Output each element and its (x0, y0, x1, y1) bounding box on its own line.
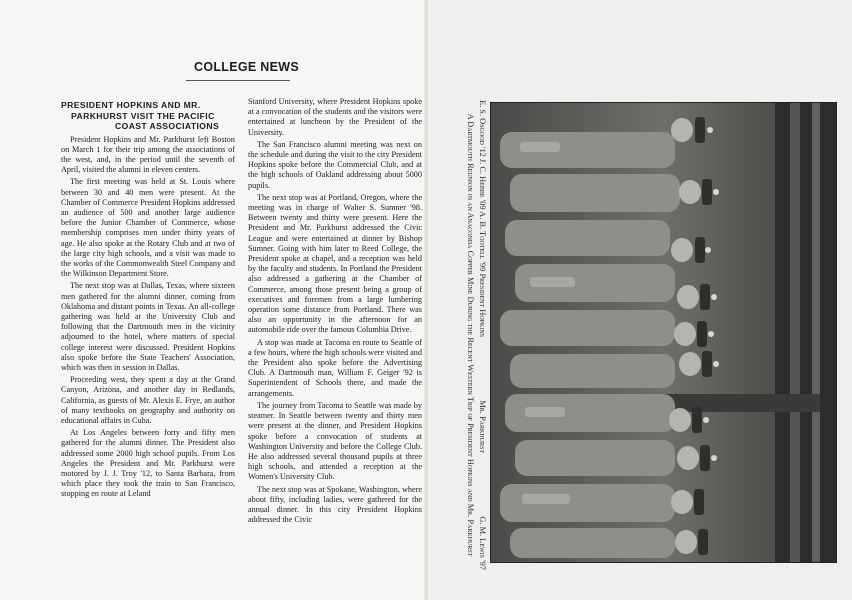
article-column-2 (248, 97, 422, 527)
paragraph: The next stop was at Spokane, Washington, where about fifty, including ladies, were gathered for the annual dinner. In this city President Hopkins addressed the Civic (248, 484, 422, 525)
paragraph: The next stop was at Dallas, Texas, where sixteen men gathered for the alumni dinner, coming from Oklahoma and distant points in Texas. An all-college gathering was held at the University Club and following that the Dartmouth men in the vicinity adjourned to the hotel, where matters of special college interest were discussed. President Hopkins also spoke before the State Teachers' Association, which was then in session in Dallas. (61, 281, 235, 372)
caption-names: E. S. Osgood '12 J. C. Hebbe '09 A. B. Tootell '99 President Hopkins (478, 100, 487, 337)
article-headline (61, 100, 235, 132)
paragraph: A stop was made at Tacoma en route to Seattle of a few hours, where the high schools were visited and the President also spoke before the Advertising Club. A Dartmouth man, William F. Geiger '92 is Superintendent of Schools there, and made the arrangements. (248, 337, 422, 398)
paragraph: President Hopkins and Mr. Parkhurst left Boston on March 1 for their trip among the associations of the west, and, in the period until the seventh of April, visited the alumni in eleven centers. (61, 134, 235, 175)
paragraph: The journey from Tacoma to Seattle was made by steamer. In Seattle between twenty and thirty men were present at the dinner, and President Hopkins spoke before a convocation of students at Washington University and before the College Club. He also addressed several thousand pupils at three high schools, and attended a reception at the Women's University Club. (248, 400, 422, 482)
paragraph: Stanford University, where President Hopkins spoke at a convocation of the students and the visitors were entertained at luncheon by the President of the University. (248, 97, 422, 137)
headline-line-1: PRESIDENT HOPKINS AND MR. (61, 100, 201, 110)
caption-name-parkhurst: Mr. Parkhurst (478, 400, 487, 453)
section-rule (186, 80, 290, 81)
paragraph: The San Francisco alumni meeting was next on the schedule and during the visit to the city President Hopkins spoke before the Commercial Club, and at the high schools of Oakland addressing about 5000 pupils. (248, 139, 422, 190)
mine-reunion-photo (490, 102, 837, 563)
headline-line-3: COAST ASSOCIATIONS (115, 121, 220, 131)
paragraph: Proceeding west, they spent a day at the Grand Canyon, Arizona, and another day in Redlands, California, as guests of Mr. Alexis E. Frye, an author of many textbooks on geography and authority on educational affairs in Cuba. (61, 375, 235, 425)
section-title: COLLEGE NEWS (194, 60, 299, 74)
paragraph: The next stop was at Portland, Oregon, where the meeting was in charge of Walter S. Sumner '98. Between twenty and thirty were present. Here the President and Mr. Parkhurst addressed the Civic League and were entertained at dinner by Bishop Sumner. Going with him later to Reed College, the President spoke at chapel, and a reception was held by the faculty and students. In Portland the President also addressed a gathering at the Chamber of Commerce, among those present being a group of executives and foremen from a large lumbering operation some distance from Portland. There was also an opportunity in the afternoon for an automobile ride over the famous Columbia Drive. (248, 192, 422, 335)
paragraph: At Los Angeles between forty and fifty men gathered for the alumni dinner. The President also addressed some 2000 high school pupils. From Los Angeles the President and Mr. Parkhurst were motored by J. J. Troy '12, to Santa Barbara, from which place they took the train to San Francisco, stopping en route at Leland (61, 428, 235, 499)
photo-caption (436, 100, 488, 570)
headline-line-2: PARKHURST VISIT THE PACIFIC (71, 110, 215, 121)
article-column-1 (61, 100, 235, 502)
paragraph: The first meeting was held at St. Louis where between 30 and 40 men were present. At the Chamber of Commerce President Hopkins addressed an audience of 500 and another large audience before the Junior Chamber of Commerce, whose membership comprises men under thirty years of age. He also spoke at the Rotary Club and at two of the large city high schools, and a visit was made to the works of the Commonwealth Steel Company and the Wilkinson Department Store. (61, 177, 235, 279)
caption-description: A Dartmouth Reunion in an Anaconda Copper Mine During the Recent Western Trip of President Hopkins and Mr. Parkhurst (466, 113, 475, 557)
photo-illustration (490, 102, 837, 563)
caption-name-lewis: G. M. Lewis '97 (478, 516, 487, 570)
